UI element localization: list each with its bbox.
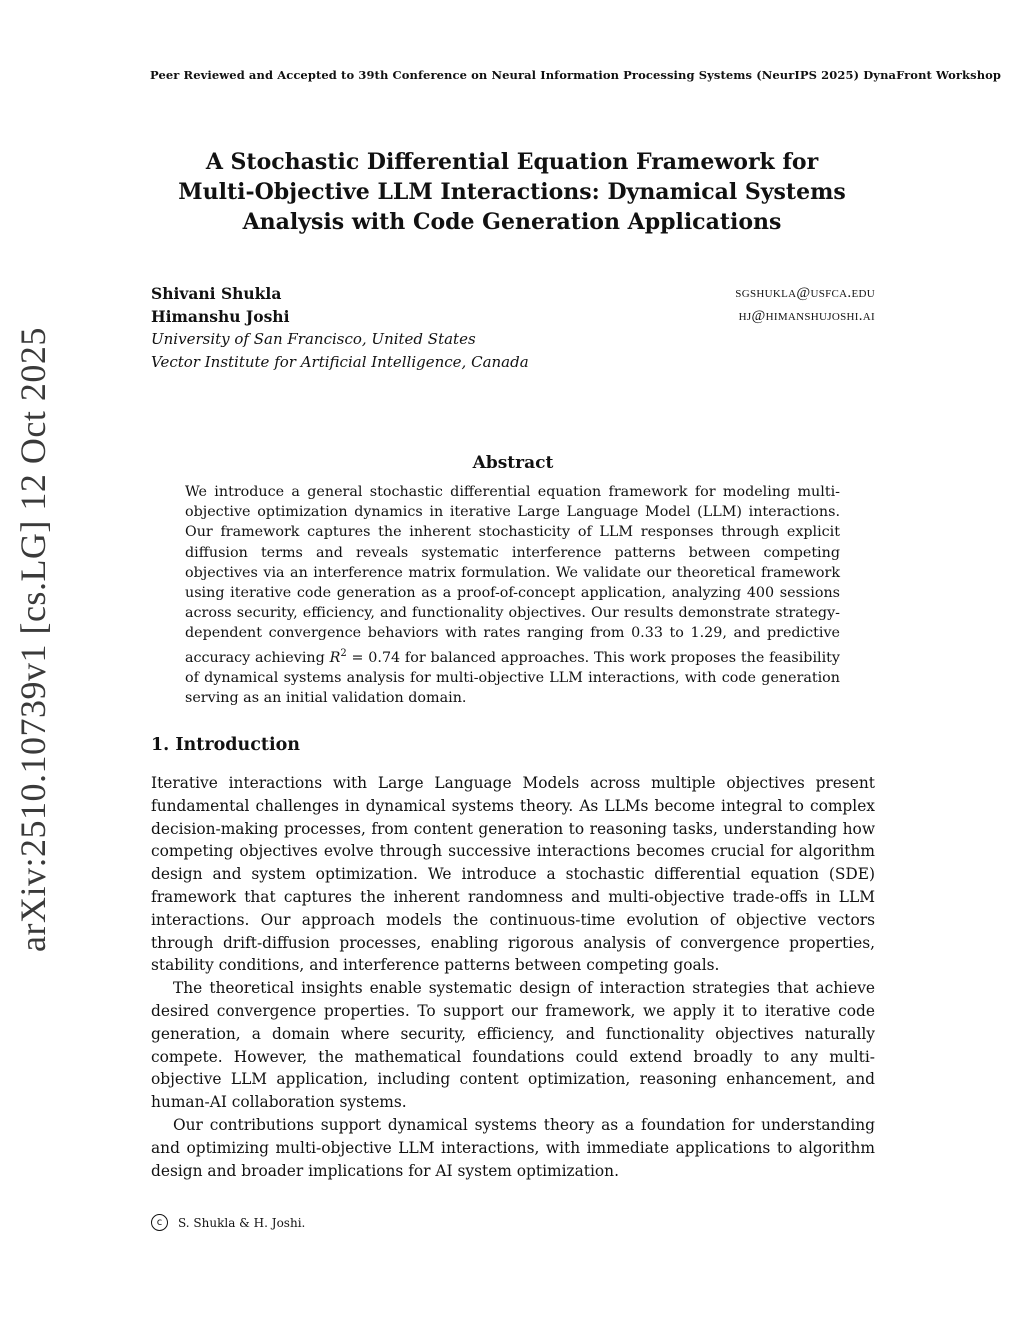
abstract-text-part: We introduce a general stochastic differential equation framework for modeling multi-objective optimization dynamics in iterative Large Language Model (LLM) interactions. Our framework captures the inherent stochasticity of LLM responses through explicit diffusion terms and reveals systematic interference patterns between competing objectives via an interference matrix formulation. We validate our theoretical framework using iterative code generation as a proof-of-concept application, analyzing 400 sessions across security, efficiency, and functionality objectives. Our results demonstrate strategy-dependent convergence behaviors with rates ranging from 0.33 to 1.29, and predictive accuracy achieving — [185, 484, 840, 666]
title-line: A Stochastic Differential Equation Framework for — [205, 149, 819, 175]
abstract-text-part: = 0.74 for balanced approaches. This work proposes the feasibility of dynamical systems analysis for multi-objective LLM interactions, with code generation serving as an initial validation domain. — [185, 649, 840, 706]
conference-header: Peer Reviewed and Accepted to 39th Conference on Neural Information Processing Systems (NeurIPS 2025) DynaFront Workshop — [150, 68, 1002, 82]
introduction-heading: 1. Introduction — [151, 735, 300, 755]
abstract-heading: Abstract — [472, 453, 554, 473]
author-name: Himanshu Joshi — [151, 307, 290, 326]
copyright-text: S. Shukla & H. Joshi. — [178, 1215, 306, 1230]
copyright-icon: c — [151, 1214, 168, 1231]
intro-paragraph: The theoretical insights enable systematic design of interaction strategies that achieve desired convergence properties. To support our framework, we apply it to iterative code generation, a domain where security, efficiency, and functionality objectives naturally compete. However, the mathematical foundations could extend broadly to any multi-objective LLM application, including content optimization, reasoning enhancement, and human-AI collaboration systems. — [151, 979, 875, 1112]
copyright-line — [151, 1214, 305, 1231]
r-squared-symbol: R — [329, 649, 341, 666]
intro-paragraph: Our contributions support dynamical systems theory as a foundation for understanding and optimizing multi-objective LLM interactions, with immediate applications to algorithm design and broader implications for AI system optimization. — [151, 1115, 875, 1180]
intro-paragraph: Iterative interactions with Large Language Models across multiple objectives present fundamental challenges in dynamical systems theory. As LLMs become integral to complex decision-making processes, from content generation to reasoning tasks, understanding how competing objectives evolve through successive interactions becomes crucial for algorithm design and system optimization. We introduce a stochastic differential equation (SDE) framework that captures the inherent randomness and multi-objective trade-offs in LLM interactions. Our approach models the continuous-time evolution of objective vectors through drift-diffusion processes, enabling rigorous analysis of convergence properties, stability conditions, and interference patterns between competing goals. — [151, 774, 875, 975]
affiliation: Vector Institute for Artificial Intelligence, Canada — [151, 353, 529, 371]
title-line: Analysis with Code Generation Applications — [242, 209, 782, 235]
author-row — [151, 305, 875, 328]
affiliation: University of San Francisco, United States — [151, 330, 476, 348]
abstract-paragraph — [185, 482, 840, 708]
abstract-text — [185, 482, 840, 708]
introduction-body — [151, 772, 875, 1182]
author-row — [151, 282, 875, 305]
r-squared-exponent: 2 — [340, 647, 347, 659]
author-block — [151, 282, 875, 374]
paper-title — [120, 147, 904, 237]
author-email[interactable]: sgshukla@usfca.edu — [735, 285, 875, 301]
author-name: Shivani Shukla — [151, 284, 282, 303]
title-line: Multi-Objective LLM Interactions: Dynamical Systems — [178, 179, 846, 205]
author-email[interactable]: hj@himanshujoshi.ai — [738, 308, 875, 324]
arxiv-identifier: arXiv:2510.10739v1 [cs.LG] 12 Oct 2025 — [13, 327, 53, 952]
